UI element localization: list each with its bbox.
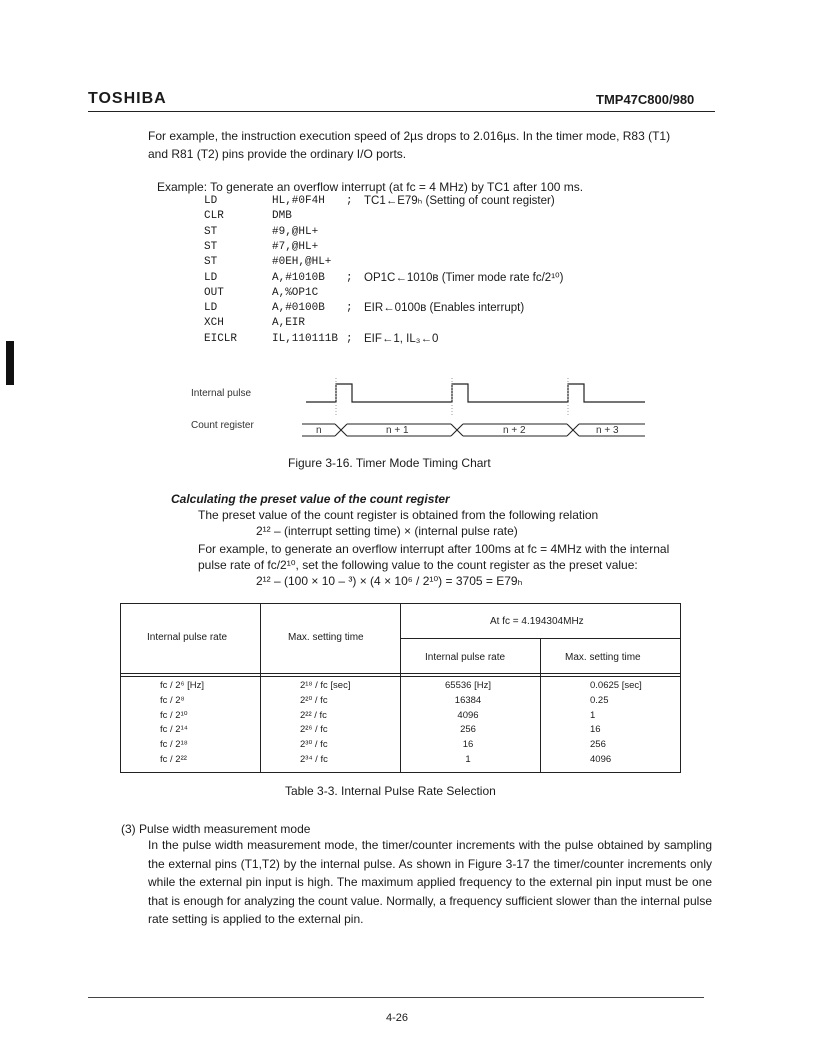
count-register-bus: [302, 424, 645, 436]
code-mnemonic: LD: [204, 302, 218, 314]
table-cell-rate-val: 16384: [454, 695, 482, 706]
intro-line-2: and R81 (T2) pins provide the ordinary I/O ports.: [148, 147, 407, 161]
table-cell-max: 2²² / fc: [300, 710, 327, 721]
table-header-rate: Internal pulse rate: [147, 632, 228, 643]
code-mnemonic: ST: [204, 256, 218, 268]
count-segment-n: n: [316, 425, 322, 436]
table-cell-rate: fc / 2²²: [160, 754, 187, 765]
table-cell-max: 2¹⁸ / fc [sec]: [300, 680, 351, 691]
intro-line-1: For example, the instruction execution speed of 2µs drops to 2.016µs. In the timer mode, R83 (T1): [148, 129, 671, 143]
code-operand: #9,@HL+: [272, 226, 319, 238]
preset-line-1: The preset value of the count register is obtained from the following relation: [198, 508, 599, 522]
table-divider-1: [260, 603, 261, 773]
code-operand: DMB: [272, 210, 292, 222]
page-number: 4-26: [386, 1012, 409, 1024]
table-cell-rate: fc / 2⁶ [Hz]: [160, 680, 205, 691]
table-cell-rate: fc / 2¹⁴: [160, 724, 188, 735]
code-mnemonic: EICLR: [204, 333, 238, 345]
table-caption: Table 3-3. Internal Pulse Rate Selection: [285, 784, 496, 798]
label-count-register: Count register: [191, 420, 254, 431]
code-semi: ;: [346, 333, 353, 345]
preset-formula-1: 2¹² – (interrupt setting time) × (internal pulse rate): [256, 524, 518, 538]
revision-bar: [6, 341, 14, 385]
table-cell-rate-val: 65536 [Hz]: [445, 680, 491, 691]
code-semi: ;: [346, 195, 353, 207]
preset-formula-2: 2¹² – (100 × 10 – ³) × (4 × 10⁶ / 2¹⁰) = 3705 = E79ₕ: [256, 574, 523, 588]
code-mnemonic: LD: [204, 272, 218, 284]
code-operand: A,%OP1C: [272, 287, 319, 299]
code-comment: EIF←1, IL₃←0: [364, 333, 439, 345]
preset-line-2: For example, to generate an overflow interrupt after 100ms at fc = 4MHz with the internal: [198, 542, 670, 556]
pulse-waveform: [306, 384, 645, 402]
table-cell-rate: fc / 2¹⁸: [160, 739, 188, 750]
table-group-header: At fc = 4.194304MHz: [490, 616, 584, 627]
table-divider-3: [540, 638, 541, 773]
table-divider-2: [400, 603, 401, 773]
preset-line-3: pulse rate of fc/2¹⁰, set the following value to the count register as the preset value:: [198, 558, 638, 572]
table-cell-rate: fc / 2⁸: [160, 695, 185, 706]
count-segment-n1: n + 1: [386, 425, 409, 436]
table-cell-max-val: 4096: [590, 754, 612, 765]
table-cell-rate-val: 256: [460, 724, 476, 735]
table-header-rule-2: [120, 676, 681, 677]
count-segment-n2: n + 2: [503, 425, 526, 436]
code-mnemonic: XCH: [204, 317, 224, 329]
code-operand: A,EIR: [272, 317, 306, 329]
table-header-max: Max. setting time: [288, 632, 364, 643]
table-cell-max: 2²⁶ / fc: [300, 724, 328, 735]
table-cell-max: 2³⁴ / fc: [300, 754, 328, 765]
count-segment-n3: n + 3: [596, 425, 619, 436]
example-lead: Example: To generate an overflow interrupt (at fc = 4 MHz) by TC1 after 100 ms.: [157, 180, 584, 194]
table-cell-max-val: 1: [590, 710, 596, 721]
code-mnemonic: ST: [204, 241, 218, 253]
code-semi: ;: [346, 272, 353, 284]
part-number: TMP47C800/980: [596, 92, 695, 107]
code-semi: ;: [346, 302, 353, 314]
section-paragraph: In the pulse width measurement mode, the timer/counter increments with the pulse obtained by sampling the external pins (T1,T2) by the internal pulse. As shown in Figure 3-17 the timer/counter increments only while the external pin input is high. The maximum applied frequency to the external pin input must be one that is enough for analyzing the count value. Normally, a frequency sufficient slower than the internal pulse rate setting is applied to the external pin.: [148, 838, 712, 926]
table-cell-max-val: 16: [590, 724, 601, 735]
table-cell-rate-val: 1: [465, 754, 471, 765]
table-header-rate-at-fc: Internal pulse rate: [425, 652, 506, 663]
code-comment: TC1←E79ₕ (Setting of count register): [364, 195, 555, 207]
brand-logo-text: TOSHIBA: [88, 90, 167, 107]
code-comment: OP1C←1010ʙ (Timer mode rate fc/2¹⁰): [364, 272, 564, 284]
table-cell-max-val: 0.25: [590, 695, 609, 706]
header-rule: [88, 111, 715, 112]
code-comment: EIR←0100ʙ (Enables interrupt): [364, 302, 525, 314]
code-mnemonic: LD: [204, 195, 218, 207]
code-mnemonic: OUT: [204, 287, 224, 299]
table-header-rule: [120, 673, 681, 674]
code-operand: A,#0100B: [272, 302, 325, 314]
table-cell-max-val: 256: [590, 739, 606, 750]
table-group-rule: [400, 638, 681, 639]
code-operand: A,#1010B: [272, 272, 325, 284]
table-cell-max: 2²⁰ / fc: [300, 695, 328, 706]
label-internal-pulse: Internal pulse: [191, 388, 252, 399]
table-header-max-at-fc: Max. setting time: [565, 652, 641, 663]
code-operand: IL,110111B: [272, 333, 339, 345]
table-cell-max-val: 0.0625 [sec]: [590, 680, 642, 691]
code-operand: HL,#0F4H: [272, 195, 325, 207]
preset-heading: Calculating the preset value of the count register: [171, 492, 450, 506]
code-operand: #0EH,@HL+: [272, 256, 332, 268]
figure-caption: Figure 3-16. Timer Mode Timing Chart: [288, 456, 491, 470]
table-cell-rate-val: 16: [462, 739, 474, 750]
code-operand: #7,@HL+: [272, 241, 319, 253]
code-mnemonic: CLR: [204, 210, 224, 222]
table-cell-rate: fc / 2¹⁰: [160, 710, 188, 721]
table-cell-max: 2³⁰ / fc: [300, 739, 328, 750]
section-heading: (3) Pulse width measurement mode: [121, 822, 311, 836]
code-mnemonic: ST: [204, 226, 218, 238]
footer-rule: [88, 997, 704, 998]
table-cell-rate-val: 4096: [457, 710, 479, 721]
